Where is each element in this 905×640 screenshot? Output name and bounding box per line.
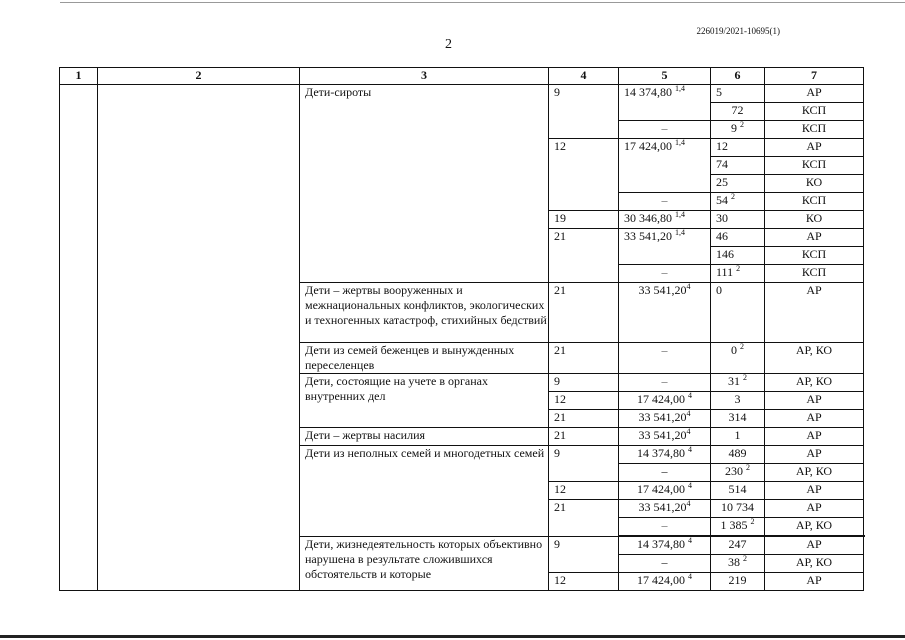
- price-cell: [619, 446, 711, 464]
- price-value: 14 374,80: [624, 85, 672, 99]
- price-cell: –: [619, 343, 711, 374]
- category-hard-life: Дети, жизнедеятельность которых объективно нарушена в результате сложившихся обстоятельств и которые: [300, 537, 549, 591]
- price-value: 17 424,00: [637, 482, 685, 496]
- count-cell: [711, 121, 765, 139]
- price-value: 33 541,20: [638, 410, 687, 424]
- count-cell: 219: [711, 573, 765, 591]
- footnote: 4: [686, 427, 691, 436]
- col-header-1: 1: [60, 68, 98, 85]
- category-orphans: Дети-сироты: [300, 85, 549, 283]
- age-cell: 21: [549, 283, 619, 343]
- category-violence-victims: Дети – жертвы насилия: [300, 428, 549, 446]
- count-cell: [711, 464, 765, 482]
- count-cell: 30: [711, 211, 765, 229]
- age-cell: 21: [549, 343, 619, 374]
- header-row: [60, 68, 865, 85]
- price-cell: –: [619, 555, 711, 573]
- price-cell: –: [619, 193, 711, 211]
- count-value: 54: [716, 193, 728, 207]
- age-cell: 9: [549, 374, 619, 392]
- footnote: 2: [736, 264, 741, 273]
- footnote: 4: [688, 445, 692, 454]
- type-cell: КСП: [765, 193, 864, 211]
- footnote: 2: [740, 342, 744, 351]
- price-cell: –: [619, 464, 711, 482]
- price-cell: [619, 410, 711, 428]
- price-cell: –: [619, 121, 711, 139]
- footnote: 1,4: [675, 138, 685, 147]
- type-cell: [864, 536, 865, 537]
- category-large-families: Дети из неполных семей и многодетных семей: [300, 446, 549, 537]
- type-cell: АР: [765, 573, 864, 591]
- category-refugees: Дети из семей беженцев и вынужденных переселенцев: [300, 343, 549, 374]
- col1-cell: [60, 85, 98, 591]
- count-cell: 25: [711, 175, 765, 193]
- price-cell: [619, 229, 711, 265]
- price-cell: [619, 211, 711, 229]
- count-cell: [711, 518, 765, 536]
- count-cell: 12: [711, 139, 765, 157]
- count-cell: 5: [711, 85, 765, 103]
- count-cell: 3: [711, 392, 765, 410]
- type-cell: АР, КО: [765, 518, 864, 536]
- footnote: 2: [740, 120, 744, 129]
- price-value: 30 346,80: [624, 211, 672, 225]
- count-cell: [711, 265, 765, 283]
- type-cell: КСП: [765, 157, 864, 175]
- footnote: 2: [750, 517, 755, 526]
- price-cell: –: [619, 374, 711, 392]
- category-police-registered: Дети, состоящие на учете в органах внутренних дел: [300, 374, 549, 428]
- price-value: 33 541,20: [638, 428, 687, 442]
- scan-bottom-edge: [0, 635, 905, 638]
- footnote: 4: [688, 391, 692, 400]
- col-header-4: 4: [549, 68, 619, 85]
- type-cell: КСП: [765, 247, 864, 265]
- age-cell: 21: [549, 500, 619, 537]
- footnote: 4: [686, 282, 691, 291]
- count-cell: 0: [711, 283, 765, 343]
- price-cell: –: [619, 518, 711, 536]
- age-cell: 9: [549, 537, 619, 573]
- col-header-5: 5: [619, 68, 711, 85]
- type-cell: АР: [765, 85, 864, 103]
- type-cell: КСП: [765, 103, 864, 121]
- footnote: 2: [743, 554, 747, 563]
- age-cell: 12: [549, 573, 619, 591]
- type-cell: АР: [765, 139, 864, 157]
- footnote: 2: [731, 192, 735, 201]
- price-value: 33 541,20: [638, 283, 687, 297]
- count-value: 230: [725, 464, 743, 478]
- type-cell: АР: [765, 283, 864, 343]
- price-cell: [619, 85, 711, 121]
- type-cell: АР: [765, 392, 864, 410]
- type-cell: КО: [765, 211, 864, 229]
- count-cell: 514: [711, 482, 765, 500]
- type-cell: АР, КО: [765, 374, 864, 392]
- type-cell: АР, КО: [765, 555, 864, 573]
- price-value: 17 424,00: [624, 139, 672, 153]
- price-cell: [619, 139, 711, 193]
- type-cell: АР, КО: [765, 464, 864, 482]
- count-cell: 72: [711, 103, 765, 121]
- type-cell: АР: [765, 537, 864, 555]
- footnote: 4: [688, 481, 692, 490]
- category-war-victims: Дети – жертвы вооруженных и межнациональных конфликтов, экологических и техногенных катастроф, стихийных бедствий: [300, 283, 549, 343]
- price-value: 33 541,20: [624, 229, 672, 243]
- count-value: 0: [731, 343, 737, 357]
- type-cell: КО: [765, 175, 864, 193]
- type-cell: АР: [765, 482, 864, 500]
- page-number: 2: [445, 37, 452, 52]
- footnote: 4: [686, 499, 691, 508]
- col-header-3: 3: [300, 68, 549, 85]
- type-cell: АР: [765, 229, 864, 247]
- price-cell: [619, 573, 711, 591]
- document-id: 226019/2021-10695(1): [696, 26, 780, 36]
- price-cell: [619, 428, 711, 446]
- price-value: 17 424,00: [637, 392, 685, 406]
- count-cell: 46: [711, 229, 765, 247]
- price-cell: [619, 392, 711, 410]
- type-cell: АР, КО: [765, 343, 864, 374]
- type-cell: АР: [765, 428, 864, 446]
- price-cell: [619, 482, 711, 500]
- age-cell: 9: [549, 85, 619, 139]
- count-value: 38: [728, 555, 740, 569]
- col-header-2: 2: [98, 68, 300, 85]
- age-cell: 21: [549, 229, 619, 283]
- footnote: 2: [746, 463, 750, 472]
- footnote: 1,4: [675, 228, 685, 237]
- footnote: 1,4: [675, 210, 685, 219]
- col-header-6: 6: [711, 68, 765, 85]
- age-cell: 21: [549, 410, 619, 428]
- footnote: 4: [688, 536, 692, 545]
- footnote: 2: [743, 373, 747, 382]
- count-value: 111: [716, 265, 734, 279]
- type-cell: КСП: [765, 265, 864, 283]
- price-cell: [619, 283, 711, 343]
- age-cell: 19: [549, 211, 619, 229]
- count-value: 9: [731, 121, 737, 135]
- footnote: 4: [688, 572, 692, 581]
- count-cell: 247: [711, 537, 765, 555]
- count-cell: 10 734: [711, 500, 765, 518]
- allocation-table: [59, 67, 865, 591]
- type-cell: АР: [765, 446, 864, 464]
- price-value: 14 374,80: [637, 446, 685, 460]
- type-cell: КСП: [765, 121, 864, 139]
- col-header-7: 7: [765, 68, 864, 85]
- count-cell: [711, 374, 765, 392]
- count-cell: 74: [711, 157, 765, 175]
- price-cell: [619, 537, 711, 555]
- age-cell: 9: [549, 446, 619, 482]
- footnote: 4: [686, 409, 691, 418]
- count-cell: 314: [711, 410, 765, 428]
- price-value: 14 374,80: [637, 537, 685, 551]
- type-cell: АР: [765, 500, 864, 518]
- table-row: [60, 85, 865, 103]
- count-cell: [711, 193, 765, 211]
- price-value: 17 424,00: [637, 573, 685, 587]
- type-cell: АР: [765, 410, 864, 428]
- count-value: 1 385: [720, 518, 748, 532]
- age-cell: 12: [549, 392, 619, 410]
- scan-top-edge: [60, 2, 905, 3]
- count-cell: [711, 343, 765, 374]
- count-value: 31: [728, 374, 740, 388]
- count-cell: 1: [711, 428, 765, 446]
- age-cell: 12: [549, 482, 619, 500]
- count-cell: 146: [711, 247, 765, 265]
- price-value: 33 541,20: [638, 500, 687, 514]
- footnote: 1,4: [675, 84, 685, 93]
- col2-cell: [98, 85, 300, 591]
- price-cell: –: [619, 265, 711, 283]
- count-cell: [711, 555, 765, 573]
- age-cell: 12: [549, 139, 619, 211]
- age-cell: 21: [549, 428, 619, 446]
- price-cell: [619, 500, 711, 518]
- count-cell: 489: [711, 446, 765, 464]
